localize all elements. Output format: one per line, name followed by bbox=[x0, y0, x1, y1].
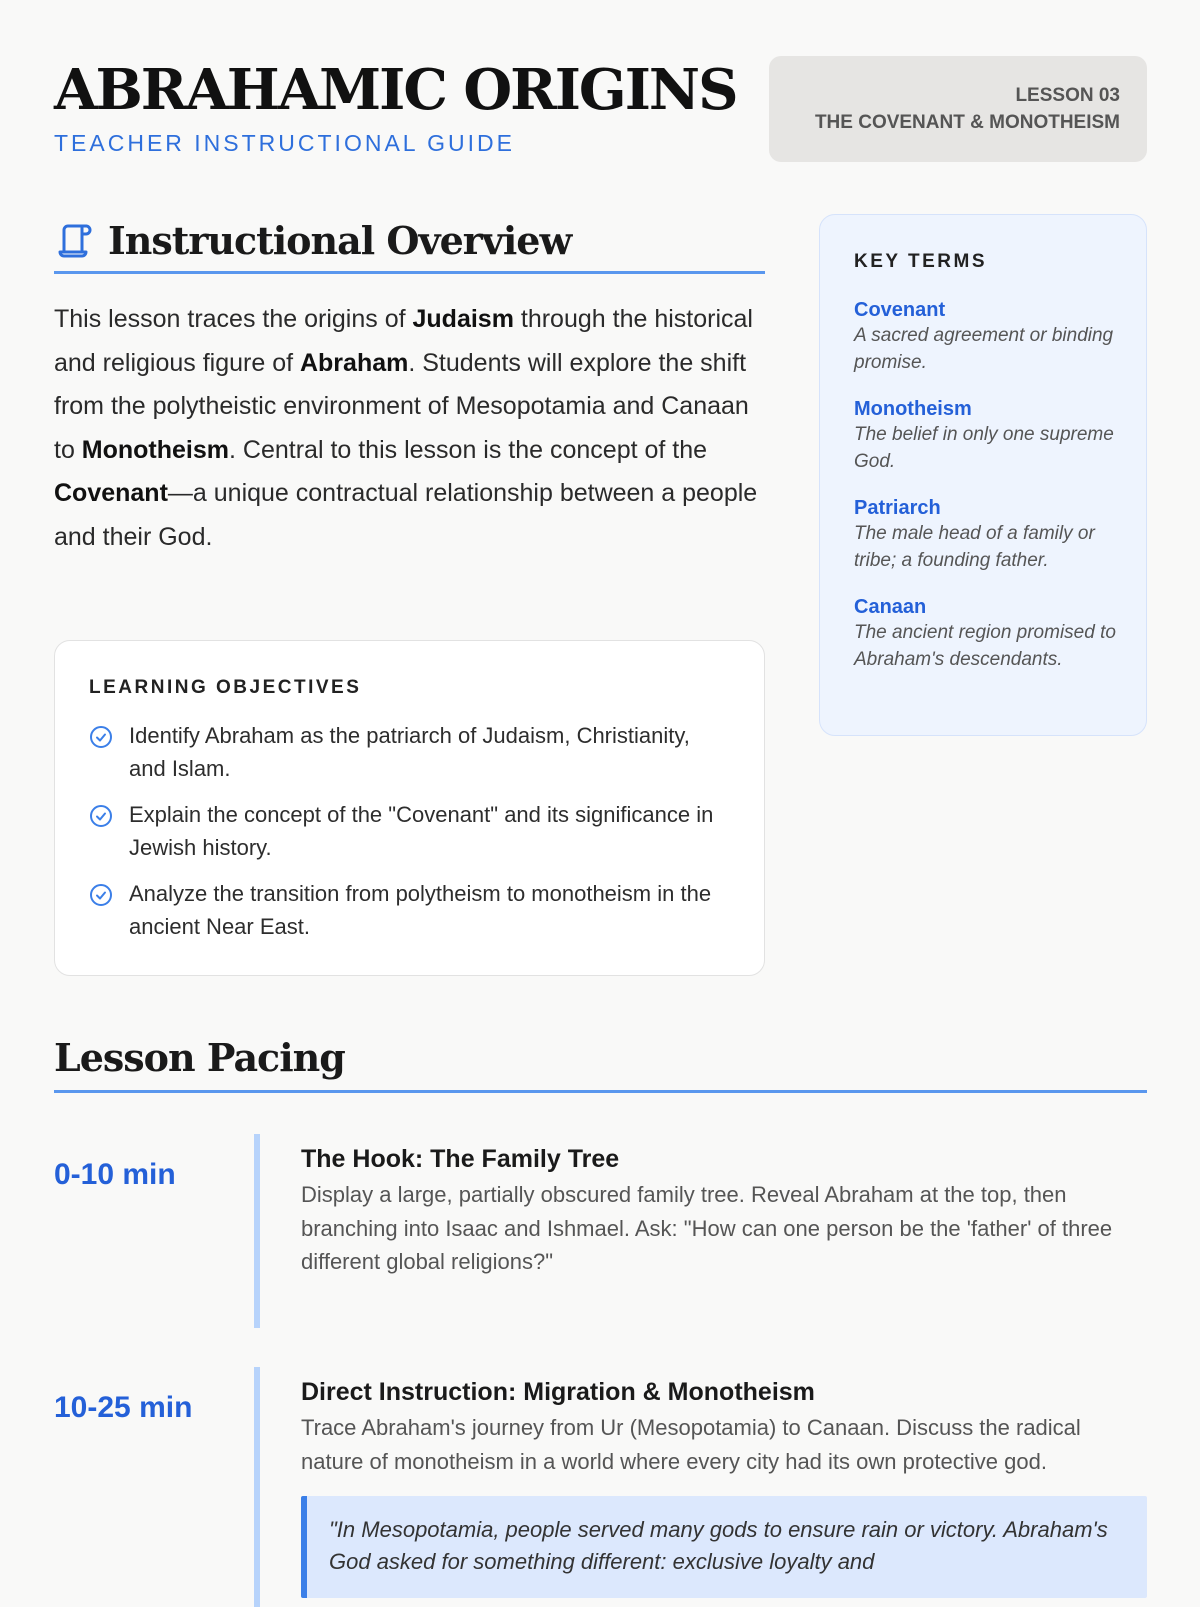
pacing-row-title: Direct Instruction: Migration & Monotheism bbox=[301, 1378, 815, 1406]
overview-heading bbox=[54, 214, 765, 274]
overview-text-part: —a unique contractual relationship between a people and their God. bbox=[54, 479, 758, 551]
overview-keyword: Abraham bbox=[299, 348, 409, 377]
page-title: ABRAHAMIC ORIGINS bbox=[54, 57, 737, 123]
pacing-row bbox=[54, 1134, 1147, 1328]
pacing-row-description: Trace Abraham's journey from Ur (Mesopotamia) to Canaan. Discuss the radical nature of monotheism in a world where every city had its own protective god. bbox=[301, 1415, 1081, 1474]
pacing-timeline-bar bbox=[254, 1367, 260, 1607]
lesson-badge bbox=[769, 56, 1147, 162]
pacing-row-description: Display a large, partially obscured family tree. Reveal Abraham at the top, then branching into Isaac and Ishmael. Ask: "How can one person be the 'father' of three different global religions?" bbox=[301, 1182, 1113, 1274]
key-term bbox=[854, 297, 1116, 376]
key-term-name: Monotheism bbox=[854, 398, 972, 420]
key-terms-list bbox=[854, 297, 1116, 693]
key-term bbox=[854, 594, 1116, 673]
key-terms-label: KEY TERMS bbox=[854, 251, 988, 272]
overview-text-part: This lesson traces the origins of bbox=[54, 305, 413, 333]
overview-text-part: . Central to this lesson is the concept of the bbox=[229, 435, 708, 464]
overview-keyword: Covenant bbox=[54, 479, 168, 507]
pacing-title: Lesson Pacing bbox=[54, 1035, 345, 1080]
pacing-timeline-bar bbox=[254, 1134, 260, 1328]
objective-item bbox=[89, 719, 729, 785]
objectives-label: LEARNING OBJECTIVES bbox=[89, 677, 362, 698]
overview-text-part: . Students will explore the shift from the polytheistic environment of Mesopotamia and Canaan to bbox=[54, 348, 749, 464]
objective-text: Explain the concept of the "Covenant" and its significance in Jewish history. bbox=[129, 802, 714, 860]
objective-text: Identify Abraham as the patriarch of Judaism, Christianity, and Islam. bbox=[129, 723, 690, 781]
key-terms-card bbox=[819, 214, 1147, 736]
check-circle-icon bbox=[89, 725, 113, 749]
key-term-name: Patriarch bbox=[854, 497, 941, 519]
objectives-list bbox=[89, 719, 729, 956]
overview-text bbox=[54, 298, 765, 559]
overview-keyword: Monotheism bbox=[81, 435, 230, 464]
overview-title: Instructional Overview bbox=[108, 218, 572, 263]
overview-keyword: Judaism bbox=[412, 305, 514, 333]
learning-objectives-card bbox=[54, 640, 765, 976]
pacing-body bbox=[301, 1134, 1147, 1279]
objective-item bbox=[89, 877, 729, 943]
pacing-time: 0-10 min bbox=[54, 1158, 176, 1191]
pacing-heading bbox=[54, 1030, 1147, 1093]
key-term bbox=[854, 396, 1116, 475]
pacing-body bbox=[301, 1367, 1147, 1598]
pacing-time: 10-25 min bbox=[54, 1391, 193, 1424]
overview-text-part: through the historical and religious figure of bbox=[54, 305, 753, 377]
pacing-row-title: The Hook: The Family Tree bbox=[301, 1145, 620, 1173]
objective-item bbox=[89, 798, 729, 864]
check-circle-icon bbox=[89, 804, 113, 828]
objective-text: Analyze the transition from polytheism to monotheism in the ancient Near East. bbox=[129, 881, 712, 939]
scroll-icon bbox=[54, 222, 92, 260]
check-circle-icon bbox=[89, 883, 113, 907]
lesson-title: THE COVENANT & MONOTHEISM bbox=[814, 112, 1120, 133]
key-term-definition: A sacred agreement or binding promise. bbox=[854, 325, 1114, 373]
key-term-definition: The belief in only one supreme God. bbox=[854, 424, 1114, 472]
lesson-number: LESSON 03 bbox=[1015, 85, 1120, 106]
page-header bbox=[54, 56, 1147, 166]
key-term bbox=[854, 495, 1116, 574]
pacing-row bbox=[54, 1367, 1147, 1607]
page-subtitle: TEACHER INSTRUCTIONAL GUIDE bbox=[54, 130, 515, 156]
key-term-definition: The male head of a family or tribe; a founding father. bbox=[854, 523, 1095, 571]
key-term-name: Canaan bbox=[854, 596, 927, 618]
key-term-definition: The ancient region promised to Abraham's descendants. bbox=[854, 622, 1116, 670]
teacher-quote: "In Mesopotamia, people served many gods to ensure rain or victory. Abraham's God asked for something different: exclusive loyalty and bbox=[301, 1496, 1147, 1598]
key-term-name: Covenant bbox=[854, 299, 946, 321]
